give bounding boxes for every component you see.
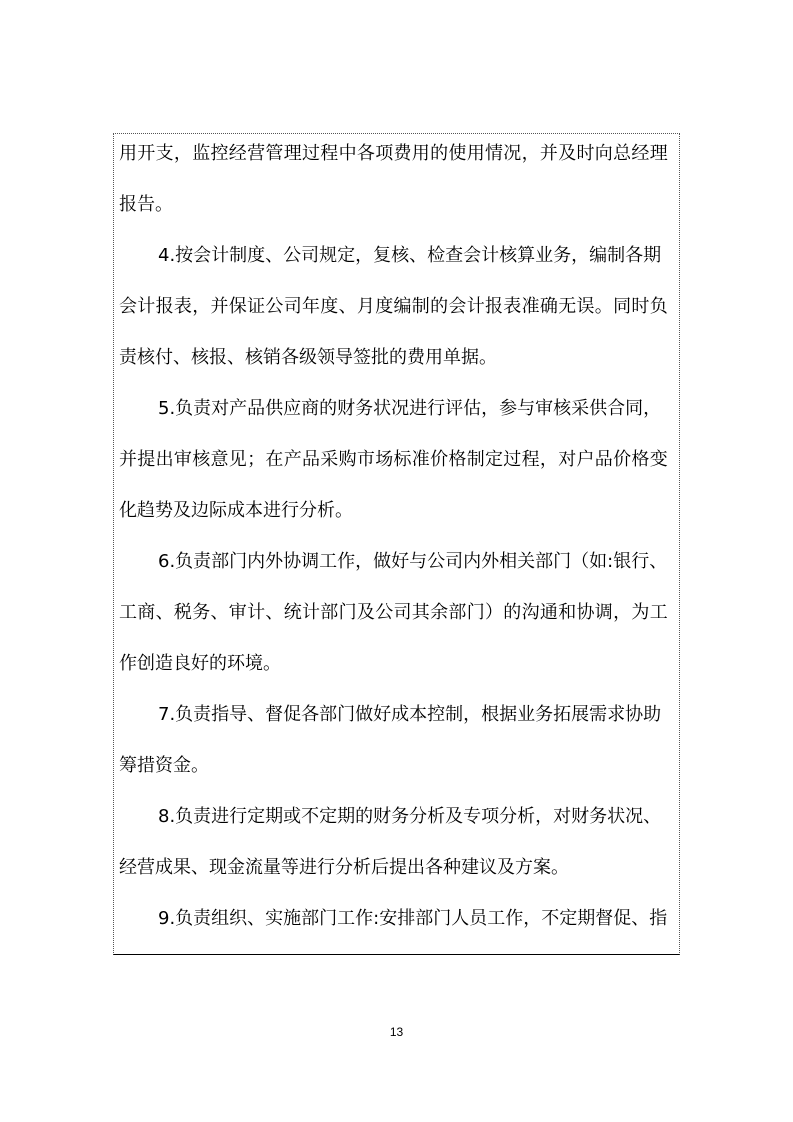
paragraph-5-start: 5.负责对产品供应商的财务状况进行评估，参与审核采供合同， <box>158 398 662 419</box>
text-line: 经营成果、现金流量等进行分析后提出各种建议及方案。 <box>119 857 569 878</box>
text-line: 工商、税务、审计、统计部门及公司其余部门）的沟通和协调，为工 <box>119 602 668 623</box>
text-line: 化趋势及边际成本进行分析。 <box>119 500 353 521</box>
text-line: 并提出审核意见；在产品采购市场标准价格制定过程，对户品价格变 <box>119 449 668 470</box>
text-line: 报告。 <box>119 194 173 215</box>
paragraph-4-start: 4.按会计制度、公司规定，复核、检查会计核算业务，编制各期 <box>158 245 662 266</box>
paragraph-7-start: 7.负责指导、督促各部门做好成本控制，根据业务拓展需求协助 <box>158 704 662 725</box>
text-line: 用开支，监控经营管理过程中各项费用的使用情况，并及时向总经理 <box>119 143 668 164</box>
paragraph-9-start: 9.负责组织、实施部门工作:安排部门人员工作，不定期督促、指 <box>158 908 668 929</box>
page-number: 13 <box>389 1025 404 1039</box>
paragraph-8-start: 8.负责进行定期或不定期的财务分析及专项分析，对财务状况、 <box>158 806 662 827</box>
text-line: 筹措资金。 <box>119 755 209 776</box>
paragraph-6-start: 6.负责部门内外协调工作，做好与公司内外相关部门（如:银行、 <box>158 551 668 572</box>
text-line: 会计报表，并保证公司年度、月度编制的会计报表准确无误。同时负 <box>119 296 668 317</box>
text-line: 责核付、核报、核销各级领导签批的费用单据。 <box>119 347 497 368</box>
text-line: 作创造良好的环境。 <box>119 653 281 674</box>
